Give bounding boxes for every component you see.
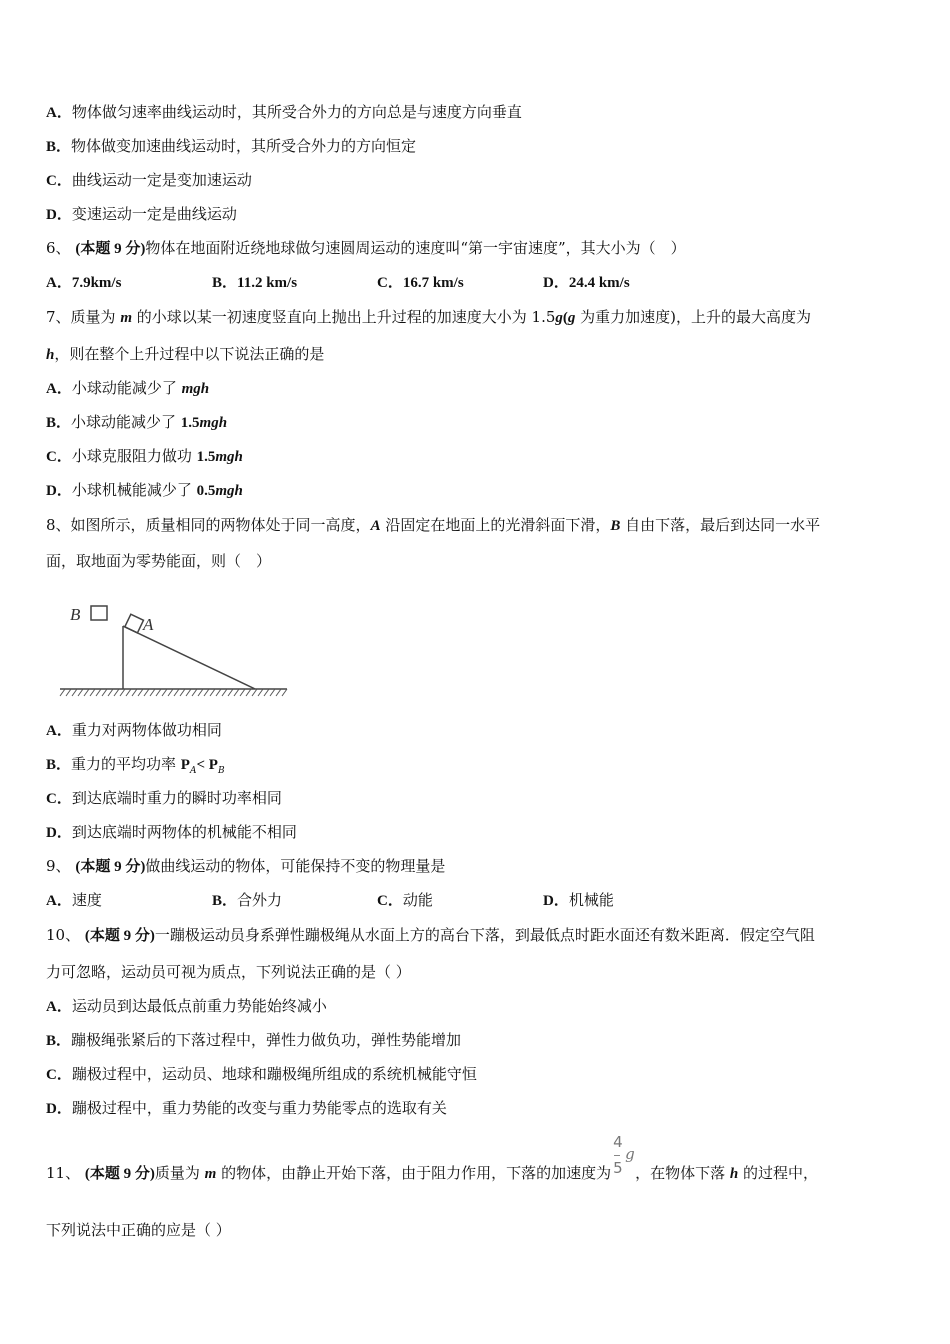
question-number: 6、 xyxy=(46,239,71,257)
question-text: 为重力加速度)，上升的最大高度为 xyxy=(575,308,812,326)
ground-hatching xyxy=(60,689,287,696)
option-text: 曲线运动一定是变加速运动 xyxy=(71,171,252,189)
option-text: 11.2 km/s xyxy=(237,275,298,291)
option-text: 24.4 km/s xyxy=(568,275,630,291)
option-expr: mgh xyxy=(199,415,228,431)
option-label: C． xyxy=(46,791,72,807)
q10-option-b xyxy=(46,1030,461,1051)
option-text: 机械能 xyxy=(568,891,614,909)
option-text: 小球机械能减少了 xyxy=(71,481,197,499)
variable-h: h xyxy=(46,347,55,363)
question-number: 8、 xyxy=(46,516,71,534)
q6-option-b xyxy=(212,272,297,293)
option-text: 小球动能减少了 xyxy=(71,413,181,431)
question-text: 质量为 xyxy=(70,308,121,326)
q9-option-d xyxy=(543,890,614,911)
option-text: 7.9km/s xyxy=(71,275,122,291)
q6-option-c xyxy=(377,272,464,293)
option-label: A． xyxy=(46,893,72,909)
option-label: D． xyxy=(46,483,72,499)
option-label: B． xyxy=(46,757,72,773)
option-text: 合外力 xyxy=(237,891,283,909)
option-text: 物体做变加速曲线运动时，其所受合外力的方向恒定 xyxy=(71,137,417,155)
variable-m: m xyxy=(120,310,132,326)
question-number: 7、 xyxy=(46,308,71,326)
option-label: C． xyxy=(46,173,72,189)
option-text: 重力的平均功率 xyxy=(71,755,181,773)
option-text: 蹦极过程中，重力势能的改变与重力势能零点的选取有关 xyxy=(71,1099,447,1117)
option-label: C． xyxy=(46,449,72,465)
question-text: 的小球以某一初速度竖直向上抛出上升过程的加速度大小为 1.5 xyxy=(132,308,556,326)
label-a: A xyxy=(143,615,154,634)
q6-stem xyxy=(46,238,686,259)
q7-option-a xyxy=(46,378,209,399)
option-coef: 0.5 xyxy=(196,483,216,499)
option-text: 运动员到达最低点前重力势能始终减小 xyxy=(71,997,327,1015)
incline-figure xyxy=(55,598,295,703)
option-label: A． xyxy=(46,105,72,121)
q8-option-b xyxy=(46,754,225,781)
option-text: 重力对两物体做功相同 xyxy=(71,721,222,739)
variable-m: m xyxy=(204,1166,217,1182)
option-coef: 1.5 xyxy=(196,449,216,465)
question-number: 11、 xyxy=(46,1164,81,1182)
q6-option-a xyxy=(46,272,121,293)
question-number: 10、 xyxy=(46,926,81,944)
question-number: 9、 xyxy=(46,857,71,875)
option-label: B． xyxy=(46,415,72,431)
option-label: A． xyxy=(46,275,72,291)
question-text: 物体在地面附近绕地球做匀速圆周运动的速度叫“第一宇宙速度”，其大小为（ ） xyxy=(145,239,686,257)
variable-g: g xyxy=(567,310,576,326)
option-label: D． xyxy=(46,825,72,841)
question-score: (本题 9 分) xyxy=(75,241,146,257)
q7-stem-line2 xyxy=(46,344,324,365)
variable-g: g xyxy=(555,310,563,326)
q8-stem-line2 xyxy=(46,551,271,571)
option-label: C． xyxy=(46,1067,72,1083)
question-text: 一蹦极运动员身系弹性蹦极绳从水面上方的高台下落，到最低点时距水面还有数米距离．假定空气阻 xyxy=(154,926,815,944)
option-label: D． xyxy=(46,1101,72,1117)
q10-option-d xyxy=(46,1098,447,1119)
q6-option-d xyxy=(543,272,630,293)
option-text: 16.7 km/s xyxy=(402,275,464,291)
question-text: 的物体，由静止开始下落，由于阻力作用，下落的加速度为 xyxy=(216,1164,612,1182)
fraction-bar xyxy=(614,1155,620,1156)
question-text: 质量为 xyxy=(154,1164,205,1182)
question-text: 自由下落，最后到达同一水平 xyxy=(620,516,821,534)
option-label: A． xyxy=(46,723,72,739)
option-label: D． xyxy=(543,275,569,291)
question-text: 面，取地面为零势能面，则（ ） xyxy=(46,552,272,570)
question-score: (本题 9 分) xyxy=(84,1166,155,1182)
option-coef: 1.5 xyxy=(180,415,200,431)
label-b: B xyxy=(70,605,81,624)
q7-option-c xyxy=(46,446,243,467)
option-text: 到达底端时两物体的机械能不相同 xyxy=(71,823,297,841)
q8-option-a xyxy=(46,720,222,741)
option-label: A． xyxy=(46,999,72,1015)
question-text: 的过程中， xyxy=(738,1164,819,1182)
option-text: 蹦极绳张紧后的下落过程中，弹性力做负功，弹性势能增加 xyxy=(71,1031,462,1049)
option-text: 物体做匀速率曲线运动时，其所受合外力的方向总是与速度方向垂直 xyxy=(71,103,522,121)
q7-stem-line1 xyxy=(46,307,811,328)
q8-stem-line1 xyxy=(46,515,820,536)
q11-stem-line2 xyxy=(46,1220,231,1240)
block-a xyxy=(125,614,144,633)
question-text: ( xyxy=(562,310,568,326)
option-label: B． xyxy=(46,139,72,155)
subscript-b: B xyxy=(217,766,225,776)
q10-stem-line1 xyxy=(46,925,815,946)
option-label: C． xyxy=(377,893,403,909)
option-label: B． xyxy=(212,275,238,291)
question-text: 如图所示，质量相同的两物体处于同一高度， xyxy=(70,516,371,534)
option-label: B． xyxy=(212,893,238,909)
question-text: 下列说法中正确的应是（ ） xyxy=(46,1221,231,1239)
question-text: 沿固定在地面上的光滑斜面下滑， xyxy=(380,516,611,534)
power-symbol: P xyxy=(208,757,218,773)
option-text: 小球动能减少了 xyxy=(71,379,182,397)
question-text: ，则在整个上升过程中以下说法正确的是 xyxy=(54,345,325,363)
option-label: D． xyxy=(46,207,72,223)
option-expr: mgh xyxy=(181,381,210,397)
subscript-a: A xyxy=(189,766,197,776)
q10-option-a xyxy=(46,996,327,1017)
option-label: D． xyxy=(543,893,569,909)
fraction-four-fifths-g xyxy=(611,1133,635,1178)
fraction-numerator: 4 xyxy=(613,1133,623,1151)
block-b xyxy=(91,606,107,620)
option-text: 蹦极过程中，运动员、地球和蹦极绳所组成的系统机械能守恒 xyxy=(71,1065,477,1083)
option-text: 速度 xyxy=(71,891,102,909)
q8-option-d xyxy=(46,822,297,843)
variable-a: A xyxy=(370,518,381,534)
incline-slope xyxy=(123,626,255,689)
q10-stem-line2 xyxy=(46,962,411,982)
q9-option-c xyxy=(377,890,433,911)
question-text: ，在物体下落 xyxy=(635,1164,730,1182)
variable-g: g xyxy=(625,1145,635,1163)
q9-stem xyxy=(46,856,445,877)
q8-option-c xyxy=(46,788,282,809)
q10-option-c xyxy=(46,1064,477,1085)
q5-option-d xyxy=(46,204,237,225)
option-label: B． xyxy=(46,1033,72,1049)
question-text: 力可忽略，运动员可视为质点，下列说法正确的是（ ） xyxy=(46,963,411,981)
variable-b: B xyxy=(610,518,621,534)
q5-option-a xyxy=(46,102,522,123)
q7-option-d xyxy=(46,480,243,501)
option-expr: mgh xyxy=(215,449,243,465)
variable-h: h xyxy=(729,1166,739,1182)
power-symbol: P xyxy=(180,757,190,773)
fraction-denominator: 5 xyxy=(613,1159,623,1177)
question-score: (本题 9 分) xyxy=(75,859,146,875)
q7-option-b xyxy=(46,412,227,433)
option-expr: mgh xyxy=(215,483,243,499)
option-text: 小球克服阻力做功 xyxy=(71,447,197,465)
option-label: A． xyxy=(46,381,72,397)
q5-option-c xyxy=(46,170,252,191)
question-score: (本题 9 分) xyxy=(84,928,155,944)
q9-option-a xyxy=(46,890,102,911)
q11-stem-line1 xyxy=(46,1133,819,1184)
incline-diagram xyxy=(55,598,295,703)
comparison-sign: < xyxy=(196,757,209,773)
q5-option-b xyxy=(46,136,416,157)
option-text: 动能 xyxy=(402,891,433,909)
q9-option-b xyxy=(212,890,282,911)
option-label: C． xyxy=(377,275,403,291)
question-text: 做曲线运动的物体，可能保持不变的物理量是 xyxy=(145,857,446,875)
option-text: 到达底端时重力的瞬时功率相同 xyxy=(71,789,282,807)
option-text: 变速运动一定是曲线运动 xyxy=(71,205,237,223)
